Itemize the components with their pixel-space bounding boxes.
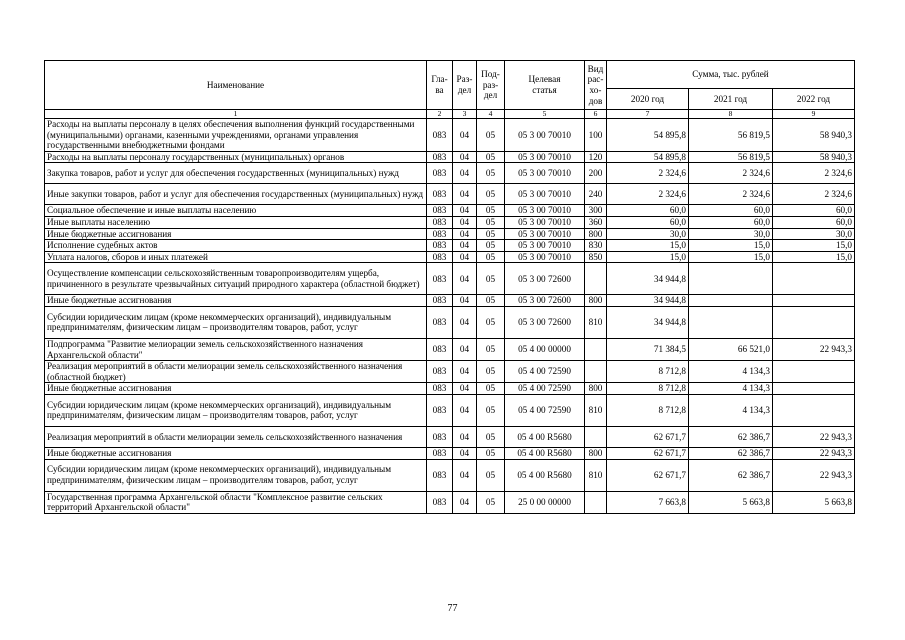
cell-name: Субсидии юридическим лицам (кроме некоммерческих организаций), индивидуальным предпринимателям, физическим лицам – производителям товаров, работ, услуг <box>45 394 427 426</box>
cell-sum-2021: 60,0 <box>689 216 773 228</box>
cell-celevaya-statya: 05 4 00 00000 <box>505 338 585 360</box>
cell-sum-2020: 62 671,7 <box>607 447 689 459</box>
cell-vid-rashodov: 240 <box>585 184 607 205</box>
cell-glava: 083 <box>427 306 453 338</box>
cell-vid-rashodov <box>585 426 607 447</box>
cell-celevaya-statya: 05 3 00 70010 <box>505 184 585 205</box>
cell-sum-2021: 30,0 <box>689 228 773 240</box>
col-num: 6 <box>585 110 607 119</box>
header-2022: 2022 год <box>773 89 855 110</box>
cell-vid-rashodov: 830 <box>585 240 607 252</box>
cell-glava: 083 <box>427 491 453 513</box>
cell-podrazdel: 05 <box>477 383 505 395</box>
cell-sum-2021: 5 663,8 <box>689 491 773 513</box>
cell-sum-2021: 4 134,3 <box>689 383 773 395</box>
cell-sum-2021: 2 324,6 <box>689 163 773 184</box>
cell-razdel: 04 <box>453 394 477 426</box>
cell-sum-2022: 15,0 <box>773 251 855 263</box>
cell-razdel: 04 <box>453 338 477 360</box>
cell-glava: 083 <box>427 205 453 217</box>
cell-podrazdel: 05 <box>477 306 505 338</box>
cell-podrazdel: 05 <box>477 426 505 447</box>
header-2020: 2020 год <box>607 89 689 110</box>
cell-name: Социальное обеспечение и иные выплаты населению <box>45 205 427 217</box>
cell-celevaya-statya: 05 4 00 R5680 <box>505 426 585 447</box>
col-num: 9 <box>773 110 855 119</box>
cell-glava: 083 <box>427 295 453 307</box>
cell-sum-2021: 56 819,5 <box>689 119 773 152</box>
col-num: 7 <box>607 110 689 119</box>
cell-glava: 083 <box>427 184 453 205</box>
cell-podrazdel: 05 <box>477 338 505 360</box>
table-row <box>45 338 855 360</box>
cell-glava: 083 <box>427 447 453 459</box>
table-row <box>45 295 855 307</box>
cell-sum-2022 <box>773 263 855 295</box>
cell-razdel: 04 <box>453 240 477 252</box>
cell-celevaya-statya: 05 3 00 70010 <box>505 251 585 263</box>
cell-glava: 083 <box>427 426 453 447</box>
cell-podrazdel: 05 <box>477 459 505 491</box>
table-row <box>45 459 855 491</box>
cell-razdel: 04 <box>453 361 477 383</box>
cell-podrazdel: 05 <box>477 216 505 228</box>
cell-celevaya-statya: 05 4 00 R5680 <box>505 447 585 459</box>
cell-vid-rashodov: 800 <box>585 228 607 240</box>
cell-vid-rashodov: 300 <box>585 205 607 217</box>
cell-vid-rashodov: 810 <box>585 394 607 426</box>
cell-sum-2022: 2 324,6 <box>773 163 855 184</box>
cell-sum-2020: 15,0 <box>607 251 689 263</box>
cell-razdel: 04 <box>453 205 477 217</box>
cell-podrazdel: 05 <box>477 151 505 163</box>
cell-glava: 083 <box>427 394 453 426</box>
cell-name: Исполнение судебных актов <box>45 240 427 252</box>
cell-razdel: 04 <box>453 228 477 240</box>
table-row <box>45 383 855 395</box>
cell-vid-rashodov: 800 <box>585 447 607 459</box>
cell-razdel: 04 <box>453 426 477 447</box>
cell-name: Иные бюджетные ассигнования <box>45 447 427 459</box>
cell-vid-rashodov <box>585 263 607 295</box>
table-row <box>45 216 855 228</box>
cell-podrazdel: 05 <box>477 240 505 252</box>
cell-podrazdel: 05 <box>477 163 505 184</box>
cell-celevaya-statya: 05 3 00 70010 <box>505 119 585 152</box>
cell-name: Закупка товаров, работ и услуг для обеспечения государственных (муниципальных) нужд <box>45 163 427 184</box>
cell-sum-2021: 2 324,6 <box>689 184 773 205</box>
cell-sum-2020: 30,0 <box>607 228 689 240</box>
header-razdel: Раз- дел <box>453 61 477 110</box>
cell-sum-2020: 7 663,8 <box>607 491 689 513</box>
cell-podrazdel: 05 <box>477 263 505 295</box>
cell-sum-2022: 22 943,3 <box>773 447 855 459</box>
cell-celevaya-statya: 05 3 00 70010 <box>505 163 585 184</box>
cell-name: Уплата налогов, сборов и иных платежей <box>45 251 427 263</box>
cell-vid-rashodov: 810 <box>585 459 607 491</box>
cell-vid-rashodov <box>585 338 607 360</box>
cell-sum-2020: 71 384,5 <box>607 338 689 360</box>
cell-sum-2021 <box>689 295 773 307</box>
cell-glava: 083 <box>427 263 453 295</box>
cell-name: Иные выплаты населению <box>45 216 427 228</box>
cell-sum-2020: 2 324,6 <box>607 184 689 205</box>
table-row <box>45 394 855 426</box>
cell-glava: 083 <box>427 151 453 163</box>
cell-sum-2021: 62 386,7 <box>689 426 773 447</box>
cell-glava: 083 <box>427 383 453 395</box>
cell-razdel: 04 <box>453 263 477 295</box>
table-row <box>45 447 855 459</box>
table-row <box>45 228 855 240</box>
cell-celevaya-statya: 05 3 00 72600 <box>505 306 585 338</box>
cell-podrazdel: 05 <box>477 251 505 263</box>
cell-podrazdel: 05 <box>477 205 505 217</box>
cell-glava: 083 <box>427 163 453 184</box>
cell-name: Реализация мероприятий в области мелиорации земель сельскохозяйственного назначения <box>45 426 427 447</box>
cell-glava: 083 <box>427 459 453 491</box>
header-row-1 <box>45 61 855 89</box>
col-num: 4 <box>477 110 505 119</box>
col-num: 8 <box>689 110 773 119</box>
cell-glava: 083 <box>427 361 453 383</box>
cell-sum-2021: 4 134,3 <box>689 394 773 426</box>
cell-sum-2021: 4 134,3 <box>689 361 773 383</box>
cell-sum-2020: 34 944,8 <box>607 263 689 295</box>
cell-name: Субсидии юридическим лицам (кроме некоммерческих организаций), индивидуальным предпринимателям, физическим лицам – производителям товаров, работ, услуг <box>45 459 427 491</box>
cell-sum-2020: 54 895,8 <box>607 151 689 163</box>
cell-name: Государственная программа Архангельской области "Комплексное развитие сельских территорий Архангельской области" <box>45 491 427 513</box>
cell-sum-2022: 2 324,6 <box>773 184 855 205</box>
cell-sum-2020: 60,0 <box>607 216 689 228</box>
table-row <box>45 361 855 383</box>
cell-vid-rashodov <box>585 491 607 513</box>
cell-sum-2022: 22 943,3 <box>773 459 855 491</box>
cell-sum-2022 <box>773 295 855 307</box>
cell-celevaya-statya: 05 4 00 72590 <box>505 394 585 426</box>
cell-razdel: 04 <box>453 251 477 263</box>
cell-razdel: 04 <box>453 163 477 184</box>
cell-name: Реализация мероприятий в области мелиорации земель сельскохозяйственного назначения (областной бюджет) <box>45 361 427 383</box>
cell-vid-rashodov: 800 <box>585 295 607 307</box>
budget-table <box>44 60 855 514</box>
header-podrazdel: Под- раз- дел <box>477 61 505 110</box>
cell-name: Иные бюджетные ассигнования <box>45 295 427 307</box>
header-summa: Сумма, тыс. рублей <box>607 61 855 89</box>
cell-razdel: 04 <box>453 459 477 491</box>
cell-glava: 083 <box>427 216 453 228</box>
col-num: 5 <box>505 110 585 119</box>
cell-name: Иные бюджетные ассигнования <box>45 383 427 395</box>
cell-podrazdel: 05 <box>477 447 505 459</box>
cell-podrazdel: 05 <box>477 119 505 152</box>
cell-podrazdel: 05 <box>477 394 505 426</box>
cell-vid-rashodov: 200 <box>585 163 607 184</box>
cell-sum-2020: 54 895,8 <box>607 119 689 152</box>
cell-name: Расходы на выплаты персоналу государственных (муниципальных) органов <box>45 151 427 163</box>
header-celevaya-statya: Целевая статья <box>505 61 585 110</box>
cell-sum-2022: 22 943,3 <box>773 426 855 447</box>
cell-name: Субсидии юридическим лицам (кроме некоммерческих организаций), индивидуальным предпринимателям, физическим лицам – производителям товаров, работ, услуг <box>45 306 427 338</box>
page-number: 77 <box>447 603 458 614</box>
cell-name: Расходы на выплаты персоналу в целях обеспечения выполнения функций государственными (муниципальными) органами, казенными учреждениями, органами управления государственными внебюджетными фондами <box>45 119 427 152</box>
col-num: 1 <box>45 110 427 119</box>
cell-celevaya-statya: 05 3 00 72600 <box>505 295 585 307</box>
table-row <box>45 306 855 338</box>
cell-celevaya-statya: 05 3 00 70010 <box>505 240 585 252</box>
header-glava: Гла- ва <box>427 61 453 110</box>
cell-sum-2022 <box>773 383 855 395</box>
cell-razdel: 04 <box>453 447 477 459</box>
cell-razdel: 04 <box>453 216 477 228</box>
cell-sum-2020: 34 944,8 <box>607 306 689 338</box>
cell-sum-2022 <box>773 306 855 338</box>
cell-sum-2022: 58 940,3 <box>773 151 855 163</box>
cell-sum-2022 <box>773 394 855 426</box>
table-row <box>45 240 855 252</box>
cell-celevaya-statya: 05 4 00 R5680 <box>505 459 585 491</box>
cell-vid-rashodov: 850 <box>585 251 607 263</box>
col-num: 3 <box>453 110 477 119</box>
cell-celevaya-statya: 05 3 00 70010 <box>505 151 585 163</box>
table-row <box>45 426 855 447</box>
cell-celevaya-statya: 25 0 00 00000 <box>505 491 585 513</box>
budget-table-container <box>44 60 854 514</box>
cell-sum-2021: 62 386,7 <box>689 459 773 491</box>
cell-glava: 083 <box>427 228 453 240</box>
cell-podrazdel: 05 <box>477 228 505 240</box>
table-body <box>45 119 855 514</box>
cell-sum-2020: 15,0 <box>607 240 689 252</box>
cell-sum-2020: 8 712,8 <box>607 361 689 383</box>
col-num: 2 <box>427 110 453 119</box>
cell-glava: 083 <box>427 338 453 360</box>
cell-razdel: 04 <box>453 184 477 205</box>
cell-vid-rashodov: 800 <box>585 383 607 395</box>
cell-celevaya-statya: 05 4 00 72590 <box>505 383 585 395</box>
cell-sum-2020: 62 671,7 <box>607 459 689 491</box>
table-row <box>45 184 855 205</box>
cell-celevaya-statya: 05 3 00 70010 <box>505 205 585 217</box>
cell-vid-rashodov: 810 <box>585 306 607 338</box>
cell-sum-2022: 60,0 <box>773 216 855 228</box>
cell-name: Осуществление компенсации сельскохозяйственным товаропроизводителям ущерба, причиненного в результате чрезвычайных ситуаций природного характера (областной бюджет) <box>45 263 427 295</box>
cell-razdel: 04 <box>453 295 477 307</box>
cell-glava: 083 <box>427 119 453 152</box>
cell-sum-2021: 15,0 <box>689 251 773 263</box>
cell-sum-2021 <box>689 306 773 338</box>
cell-sum-2020: 60,0 <box>607 205 689 217</box>
cell-sum-2020: 8 712,8 <box>607 394 689 426</box>
table-row <box>45 163 855 184</box>
cell-sum-2021 <box>689 263 773 295</box>
cell-sum-2022: 58 940,3 <box>773 119 855 152</box>
cell-glava: 083 <box>427 240 453 252</box>
cell-razdel: 04 <box>453 306 477 338</box>
table-row <box>45 119 855 152</box>
table-row <box>45 491 855 513</box>
cell-sum-2021: 15,0 <box>689 240 773 252</box>
cell-sum-2020: 8 712,8 <box>607 383 689 395</box>
cell-sum-2022: 22 943,3 <box>773 338 855 360</box>
table-row <box>45 151 855 163</box>
cell-razdel: 04 <box>453 383 477 395</box>
cell-razdel: 04 <box>453 491 477 513</box>
cell-sum-2022 <box>773 361 855 383</box>
cell-razdel: 04 <box>453 119 477 152</box>
cell-sum-2022: 5 663,8 <box>773 491 855 513</box>
header-2021: 2021 год <box>689 89 773 110</box>
cell-vid-rashodov: 120 <box>585 151 607 163</box>
cell-name: Подпрограмма "Развитие мелиорации земель сельскохозяйственного назначения Архангельской области" <box>45 338 427 360</box>
cell-sum-2020: 34 944,8 <box>607 295 689 307</box>
cell-sum-2021: 62 386,7 <box>689 447 773 459</box>
column-number-row <box>45 110 855 119</box>
table-row <box>45 251 855 263</box>
cell-celevaya-statya: 05 4 00 72590 <box>505 361 585 383</box>
cell-vid-rashodov <box>585 361 607 383</box>
header-vid-rashodov: Вид рас- хо- дов <box>585 61 607 110</box>
cell-sum-2022: 60,0 <box>773 205 855 217</box>
cell-podrazdel: 05 <box>477 361 505 383</box>
cell-celevaya-statya: 05 3 00 72600 <box>505 263 585 295</box>
cell-vid-rashodov: 360 <box>585 216 607 228</box>
cell-sum-2020: 2 324,6 <box>607 163 689 184</box>
cell-sum-2022: 15,0 <box>773 240 855 252</box>
cell-name: Иные бюджетные ассигнования <box>45 228 427 240</box>
cell-sum-2020: 62 671,7 <box>607 426 689 447</box>
cell-name: Иные закупки товаров, работ и услуг для обеспечения государственных (муниципальных) нужд <box>45 184 427 205</box>
cell-celevaya-statya: 05 3 00 70010 <box>505 228 585 240</box>
cell-vid-rashodov: 100 <box>585 119 607 152</box>
cell-podrazdel: 05 <box>477 491 505 513</box>
cell-sum-2021: 56 819,5 <box>689 151 773 163</box>
cell-sum-2022: 30,0 <box>773 228 855 240</box>
table-row <box>45 205 855 217</box>
header-name: Наименование <box>45 61 427 110</box>
cell-podrazdel: 05 <box>477 295 505 307</box>
table-row <box>45 263 855 295</box>
cell-celevaya-statya: 05 3 00 70010 <box>505 216 585 228</box>
cell-sum-2021: 60,0 <box>689 205 773 217</box>
cell-razdel: 04 <box>453 151 477 163</box>
cell-glava: 083 <box>427 251 453 263</box>
cell-podrazdel: 05 <box>477 184 505 205</box>
cell-sum-2021: 66 521,0 <box>689 338 773 360</box>
